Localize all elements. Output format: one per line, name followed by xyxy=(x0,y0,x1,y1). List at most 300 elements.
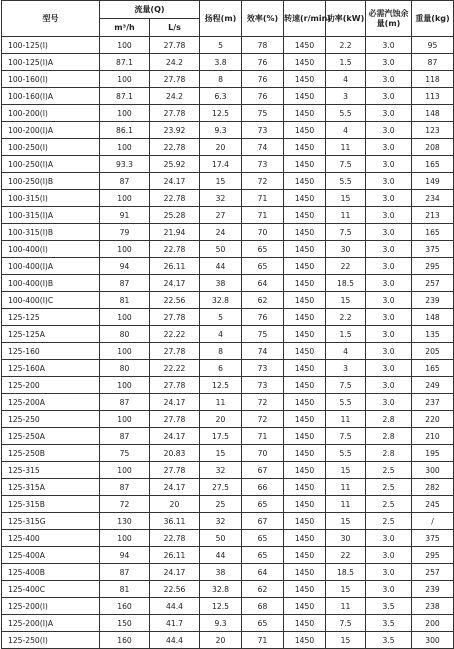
cell-speed: 1450 xyxy=(284,309,326,326)
cell-flow-ls: 27.78 xyxy=(150,105,200,122)
cell-flow-m3h: 100 xyxy=(100,139,150,156)
cell-model: 125-200A xyxy=(2,394,100,411)
cell-head: 38 xyxy=(200,275,242,292)
cell-efficiency: 67 xyxy=(242,513,284,530)
cell-head: 27 xyxy=(200,207,242,224)
cell-power: 5.5 xyxy=(326,173,366,190)
cell-head: 8 xyxy=(200,71,242,88)
cell-npsh: 3.0 xyxy=(366,139,412,156)
cell-flow-m3h: 87 xyxy=(100,275,150,292)
cell-power: 11 xyxy=(326,139,366,156)
cell-flow-ls: 24.17 xyxy=(150,428,200,445)
cell-model: 100-315(I)A xyxy=(2,207,100,224)
cell-npsh: 3.0 xyxy=(366,547,412,564)
cell-model: 100-160(I) xyxy=(2,71,100,88)
cell-model: 125-315B xyxy=(2,496,100,513)
cell-flow-m3h: 87 xyxy=(100,428,150,445)
cell-head: 32.8 xyxy=(200,292,242,309)
cell-efficiency: 75 xyxy=(242,105,284,122)
table-row xyxy=(2,224,454,241)
cell-power: 11 xyxy=(326,479,366,496)
table-row xyxy=(2,88,454,105)
cell-flow-ls: 20 xyxy=(150,496,200,513)
cell-flow-ls: 22.22 xyxy=(150,326,200,343)
table-row xyxy=(2,326,454,343)
cell-speed: 1450 xyxy=(284,581,326,598)
cell-power: 1.5 xyxy=(326,54,366,71)
header-model: 型号 xyxy=(2,1,100,37)
cell-speed: 1450 xyxy=(284,496,326,513)
cell-head: 3.8 xyxy=(200,54,242,71)
cell-efficiency: 71 xyxy=(242,190,284,207)
cell-model: 100-125(I)A xyxy=(2,54,100,71)
header-head: 扬程(m) xyxy=(200,1,242,37)
cell-power: 15 xyxy=(326,632,366,649)
cell-speed: 1450 xyxy=(284,343,326,360)
cell-power: 5.5 xyxy=(326,394,366,411)
cell-flow-m3h: 100 xyxy=(100,462,150,479)
cell-weight: 148 xyxy=(412,309,454,326)
cell-efficiency: 70 xyxy=(242,224,284,241)
cell-npsh: 3.0 xyxy=(366,530,412,547)
cell-model: 100-250(I) xyxy=(2,139,100,156)
cell-speed: 1450 xyxy=(284,224,326,241)
table-row xyxy=(2,156,454,173)
header-flow: 流量(Q) xyxy=(100,1,200,19)
cell-npsh: 2.8 xyxy=(366,428,412,445)
cell-weight: 95 xyxy=(412,37,454,54)
cell-weight: 300 xyxy=(412,462,454,479)
cell-speed: 1450 xyxy=(284,326,326,343)
cell-efficiency: 73 xyxy=(242,377,284,394)
cell-power: 7.5 xyxy=(326,615,366,632)
cell-power: 15 xyxy=(326,190,366,207)
cell-flow-ls: 24.17 xyxy=(150,173,200,190)
cell-power: 11 xyxy=(326,207,366,224)
cell-npsh: 3.0 xyxy=(366,564,412,581)
table-row xyxy=(2,394,454,411)
cell-model: 125-315A xyxy=(2,479,100,496)
cell-speed: 1450 xyxy=(284,513,326,530)
cell-model: 100-400(I)B xyxy=(2,275,100,292)
cell-flow-m3h: 87.1 xyxy=(100,54,150,71)
cell-npsh: 3.5 xyxy=(366,615,412,632)
cell-model: 125-125A xyxy=(2,326,100,343)
cell-head: 44 xyxy=(200,547,242,564)
cell-flow-m3h: 100 xyxy=(100,190,150,207)
cell-npsh: 3.0 xyxy=(366,207,412,224)
cell-power: 4 xyxy=(326,122,366,139)
cell-model: 125-200(I) xyxy=(2,598,100,615)
cell-power: 18.5 xyxy=(326,275,366,292)
cell-flow-m3h: 100 xyxy=(100,411,150,428)
cell-model: 100-160(I)A xyxy=(2,88,100,105)
cell-head: 4 xyxy=(200,326,242,343)
cell-power: 11 xyxy=(326,598,366,615)
cell-flow-ls: 44.4 xyxy=(150,598,200,615)
cell-efficiency: 78 xyxy=(242,37,284,54)
cell-efficiency: 74 xyxy=(242,343,284,360)
cell-flow-m3h: 72 xyxy=(100,496,150,513)
cell-power: 18.5 xyxy=(326,564,366,581)
cell-weight: / xyxy=(412,513,454,530)
cell-flow-ls: 27.78 xyxy=(150,377,200,394)
table-row xyxy=(2,207,454,224)
cell-flow-ls: 22.78 xyxy=(150,241,200,258)
cell-model: 125-125 xyxy=(2,309,100,326)
cell-speed: 1450 xyxy=(284,360,326,377)
cell-efficiency: 65 xyxy=(242,241,284,258)
cell-speed: 1450 xyxy=(284,530,326,547)
cell-power: 22 xyxy=(326,547,366,564)
cell-flow-ls: 27.78 xyxy=(150,37,200,54)
cell-flow-ls: 27.78 xyxy=(150,71,200,88)
cell-model: 100-400(I) xyxy=(2,241,100,258)
cell-model: 125-315G xyxy=(2,513,100,530)
cell-efficiency: 71 xyxy=(242,632,284,649)
cell-speed: 1450 xyxy=(284,462,326,479)
header-weight: 重量(kg) xyxy=(412,1,454,37)
cell-flow-m3h: 100 xyxy=(100,530,150,547)
cell-power: 11 xyxy=(326,411,366,428)
cell-flow-ls: 24.17 xyxy=(150,479,200,496)
cell-speed: 1450 xyxy=(284,122,326,139)
cell-flow-ls: 23.92 xyxy=(150,122,200,139)
cell-flow-ls: 22.78 xyxy=(150,530,200,547)
table-row xyxy=(2,173,454,190)
cell-weight: 195 xyxy=(412,445,454,462)
table-row xyxy=(2,190,454,207)
cell-weight: 123 xyxy=(412,122,454,139)
cell-speed: 1450 xyxy=(284,479,326,496)
cell-efficiency: 65 xyxy=(242,258,284,275)
cell-flow-m3h: 75 xyxy=(100,445,150,462)
cell-model: 125-400A xyxy=(2,547,100,564)
table-row xyxy=(2,615,454,632)
cell-flow-m3h: 81 xyxy=(100,581,150,598)
cell-weight: 165 xyxy=(412,156,454,173)
cell-speed: 1450 xyxy=(284,598,326,615)
cell-efficiency: 65 xyxy=(242,615,284,632)
cell-head: 9.3 xyxy=(200,122,242,139)
cell-head: 15 xyxy=(200,173,242,190)
cell-model: 125-250(I) xyxy=(2,632,100,649)
cell-head: 11 xyxy=(200,394,242,411)
cell-flow-ls: 24.2 xyxy=(150,54,200,71)
cell-weight: 200 xyxy=(412,615,454,632)
cell-flow-m3h: 150 xyxy=(100,615,150,632)
cell-flow-ls: 26.11 xyxy=(150,547,200,564)
cell-speed: 1450 xyxy=(284,241,326,258)
cell-flow-m3h: 87 xyxy=(100,173,150,190)
table-row xyxy=(2,54,454,71)
cell-power: 22 xyxy=(326,258,366,275)
cell-weight: 234 xyxy=(412,190,454,207)
cell-power: 15 xyxy=(326,581,366,598)
cell-flow-ls: 25.92 xyxy=(150,156,200,173)
cell-flow-ls: 22.78 xyxy=(150,139,200,156)
cell-flow-ls: 24.2 xyxy=(150,88,200,105)
cell-efficiency: 75 xyxy=(242,326,284,343)
table-row xyxy=(2,139,454,156)
cell-npsh: 3.0 xyxy=(366,122,412,139)
cell-npsh: 3.0 xyxy=(366,394,412,411)
cell-flow-m3h: 86.1 xyxy=(100,122,150,139)
cell-efficiency: 72 xyxy=(242,394,284,411)
cell-head: 8 xyxy=(200,343,242,360)
cell-speed: 1450 xyxy=(284,377,326,394)
cell-power: 7.5 xyxy=(326,156,366,173)
cell-flow-m3h: 100 xyxy=(100,105,150,122)
cell-efficiency: 72 xyxy=(242,173,284,190)
cell-speed: 1450 xyxy=(284,394,326,411)
cell-flow-m3h: 160 xyxy=(100,632,150,649)
table-row xyxy=(2,360,454,377)
cell-head: 12.5 xyxy=(200,598,242,615)
cell-model: 125-160A xyxy=(2,360,100,377)
cell-head: 12.5 xyxy=(200,105,242,122)
cell-speed: 1450 xyxy=(284,207,326,224)
cell-weight: 205 xyxy=(412,343,454,360)
cell-speed: 1450 xyxy=(284,173,326,190)
cell-head: 24 xyxy=(200,224,242,241)
cell-speed: 1450 xyxy=(284,564,326,581)
cell-weight: 295 xyxy=(412,547,454,564)
cell-efficiency: 73 xyxy=(242,360,284,377)
cell-speed: 1450 xyxy=(284,156,326,173)
table-row xyxy=(2,241,454,258)
cell-npsh: 3.5 xyxy=(366,598,412,615)
cell-npsh: 2.8 xyxy=(366,411,412,428)
cell-efficiency: 74 xyxy=(242,139,284,156)
cell-npsh: 3.0 xyxy=(366,275,412,292)
cell-efficiency: 76 xyxy=(242,88,284,105)
cell-power: 11 xyxy=(326,496,366,513)
cell-head: 17.5 xyxy=(200,428,242,445)
cell-model: 100-315(I)B xyxy=(2,224,100,241)
cell-weight: 208 xyxy=(412,139,454,156)
cell-head: 32.8 xyxy=(200,581,242,598)
cell-flow-m3h: 80 xyxy=(100,326,150,343)
cell-efficiency: 65 xyxy=(242,547,284,564)
cell-npsh: 3.0 xyxy=(366,241,412,258)
cell-npsh: 3.0 xyxy=(366,343,412,360)
cell-head: 20 xyxy=(200,632,242,649)
cell-power: 7.5 xyxy=(326,428,366,445)
cell-weight: 245 xyxy=(412,496,454,513)
cell-flow-ls: 25.28 xyxy=(150,207,200,224)
cell-speed: 1450 xyxy=(284,105,326,122)
cell-flow-ls: 22.22 xyxy=(150,360,200,377)
table-row xyxy=(2,275,454,292)
cell-head: 6.3 xyxy=(200,88,242,105)
cell-model: 100-125(I) xyxy=(2,37,100,54)
cell-npsh: 3.0 xyxy=(366,292,412,309)
cell-head: 32 xyxy=(200,190,242,207)
table-row xyxy=(2,462,454,479)
cell-speed: 1450 xyxy=(284,139,326,156)
cell-weight: 239 xyxy=(412,581,454,598)
cell-power: 3 xyxy=(326,88,366,105)
cell-model: 100-315(I) xyxy=(2,190,100,207)
table-row xyxy=(2,547,454,564)
table-row xyxy=(2,377,454,394)
cell-speed: 1450 xyxy=(284,275,326,292)
cell-flow-ls: 24.17 xyxy=(150,394,200,411)
cell-power: 2.2 xyxy=(326,37,366,54)
header-power: 功率(kW) xyxy=(326,1,366,37)
cell-head: 12.5 xyxy=(200,377,242,394)
cell-efficiency: 64 xyxy=(242,275,284,292)
table-row xyxy=(2,598,454,615)
cell-speed: 1450 xyxy=(284,88,326,105)
cell-flow-ls: 22.56 xyxy=(150,292,200,309)
cell-npsh: 3.0 xyxy=(366,581,412,598)
cell-efficiency: 66 xyxy=(242,479,284,496)
cell-model: 100-400(I)A xyxy=(2,258,100,275)
cell-model: 125-250A xyxy=(2,428,100,445)
cell-model: 100-200(I) xyxy=(2,105,100,122)
table-row xyxy=(2,71,454,88)
table-row xyxy=(2,411,454,428)
cell-flow-m3h: 100 xyxy=(100,309,150,326)
cell-weight: 375 xyxy=(412,241,454,258)
cell-npsh: 3.0 xyxy=(366,105,412,122)
cell-efficiency: 67 xyxy=(242,462,284,479)
cell-npsh: 3.0 xyxy=(366,360,412,377)
cell-speed: 1450 xyxy=(284,71,326,88)
cell-flow-m3h: 100 xyxy=(100,37,150,54)
cell-speed: 1450 xyxy=(284,615,326,632)
header-efficiency: 效率(%) xyxy=(242,1,284,37)
cell-efficiency: 62 xyxy=(242,581,284,598)
cell-weight: 118 xyxy=(412,71,454,88)
header-flow-m3h: m³/h xyxy=(100,19,150,37)
cell-power: 2.2 xyxy=(326,309,366,326)
header-npsh: 必需汽蚀余量(m) xyxy=(366,1,412,37)
table-row xyxy=(2,530,454,547)
cell-power: 5.5 xyxy=(326,105,366,122)
cell-head: 20 xyxy=(200,411,242,428)
cell-npsh: 3.0 xyxy=(366,156,412,173)
cell-head: 50 xyxy=(200,530,242,547)
cell-power: 15 xyxy=(326,292,366,309)
cell-npsh: 3.0 xyxy=(366,224,412,241)
table-row xyxy=(2,496,454,513)
cell-model: 125-200(I)A xyxy=(2,615,100,632)
cell-speed: 1450 xyxy=(284,190,326,207)
cell-power: 4 xyxy=(326,343,366,360)
cell-head: 15 xyxy=(200,445,242,462)
cell-weight: 375 xyxy=(412,530,454,547)
cell-npsh: 3.0 xyxy=(366,173,412,190)
cell-flow-m3h: 130 xyxy=(100,513,150,530)
header-speed: 转速(r/min) xyxy=(284,1,326,37)
cell-flow-ls: 26.11 xyxy=(150,258,200,275)
cell-efficiency: 65 xyxy=(242,530,284,547)
cell-weight: 282 xyxy=(412,479,454,496)
cell-npsh: 3.0 xyxy=(366,37,412,54)
cell-power: 15 xyxy=(326,462,366,479)
cell-weight: 210 xyxy=(412,428,454,445)
cell-flow-ls: 21.94 xyxy=(150,224,200,241)
cell-head: 20 xyxy=(200,139,242,156)
cell-flow-m3h: 80 xyxy=(100,360,150,377)
cell-weight: 238 xyxy=(412,598,454,615)
cell-flow-m3h: 87 xyxy=(100,394,150,411)
cell-flow-ls: 22.56 xyxy=(150,581,200,598)
cell-flow-ls: 36.11 xyxy=(150,513,200,530)
cell-speed: 1450 xyxy=(284,292,326,309)
cell-speed: 1450 xyxy=(284,37,326,54)
cell-npsh: 2.5 xyxy=(366,496,412,513)
cell-efficiency: 76 xyxy=(242,309,284,326)
cell-npsh: 3.0 xyxy=(366,190,412,207)
cell-npsh: 3.0 xyxy=(366,326,412,343)
cell-head: 5 xyxy=(200,37,242,54)
cell-model: 125-200 xyxy=(2,377,100,394)
cell-model: 100-400(I)C xyxy=(2,292,100,309)
cell-flow-ls: 44.4 xyxy=(150,632,200,649)
cell-flow-m3h: 91 xyxy=(100,207,150,224)
cell-model: 100-250(I)B xyxy=(2,173,100,190)
cell-flow-ls: 27.78 xyxy=(150,309,200,326)
cell-flow-m3h: 79 xyxy=(100,224,150,241)
cell-weight: 165 xyxy=(412,224,454,241)
cell-power: 1.5 xyxy=(326,326,366,343)
cell-efficiency: 72 xyxy=(242,411,284,428)
cell-head: 9.3 xyxy=(200,615,242,632)
table-row xyxy=(2,258,454,275)
cell-weight: 300 xyxy=(412,632,454,649)
table-row xyxy=(2,309,454,326)
cell-weight: 249 xyxy=(412,377,454,394)
cell-efficiency: 71 xyxy=(242,428,284,445)
table-row xyxy=(2,292,454,309)
cell-flow-ls: 24.17 xyxy=(150,275,200,292)
cell-head: 5 xyxy=(200,309,242,326)
cell-npsh: 3.0 xyxy=(366,309,412,326)
cell-head: 27.5 xyxy=(200,479,242,496)
cell-power: 30 xyxy=(326,530,366,547)
cell-power: 7.5 xyxy=(326,377,366,394)
table-row xyxy=(2,428,454,445)
cell-flow-ls: 41.7 xyxy=(150,615,200,632)
cell-weight: 149 xyxy=(412,173,454,190)
table-body xyxy=(2,37,454,649)
cell-weight: 257 xyxy=(412,275,454,292)
cell-weight: 135 xyxy=(412,326,454,343)
cell-flow-m3h: 87.1 xyxy=(100,88,150,105)
table-row xyxy=(2,632,454,649)
cell-model: 125-400 xyxy=(2,530,100,547)
cell-head: 6 xyxy=(200,360,242,377)
cell-flow-m3h: 100 xyxy=(100,377,150,394)
cell-weight: 87 xyxy=(412,54,454,71)
cell-head: 32 xyxy=(200,462,242,479)
cell-flow-m3h: 93.3 xyxy=(100,156,150,173)
cell-flow-m3h: 94 xyxy=(100,258,150,275)
table-row xyxy=(2,445,454,462)
cell-model: 125-400B xyxy=(2,564,100,581)
cell-power: 15 xyxy=(326,513,366,530)
cell-npsh: 3.5 xyxy=(366,632,412,649)
cell-weight: 213 xyxy=(412,207,454,224)
cell-speed: 1450 xyxy=(284,258,326,275)
cell-efficiency: 70 xyxy=(242,445,284,462)
cell-efficiency: 73 xyxy=(242,122,284,139)
table-row xyxy=(2,564,454,581)
